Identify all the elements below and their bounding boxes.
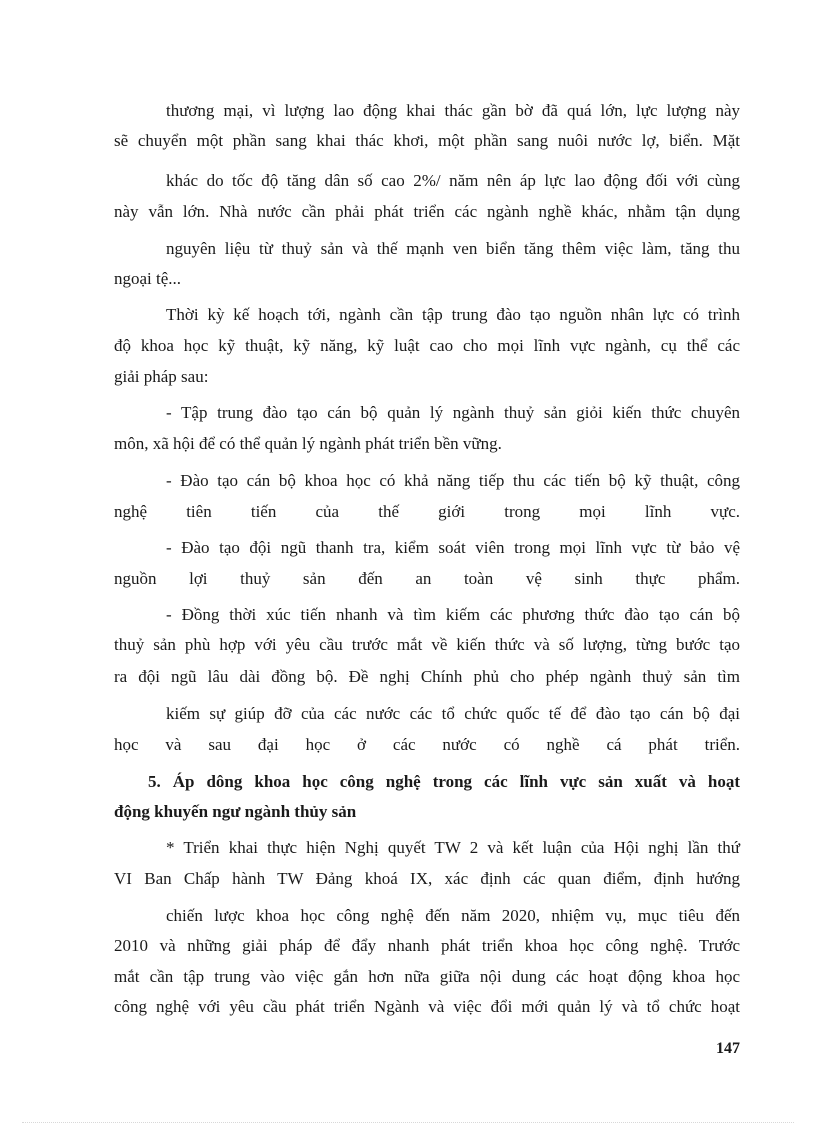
text-line-18: ra đội ngũ lâu dài đồng bộ. Đề nghị Chính phủ cho phép ngành thuỷ sản tìm [114,667,740,686]
text-line-20: học và sau đại học ở các nước có nghề cá phát triển. [114,735,740,754]
section-heading-line-1: 5. Áp dông khoa học công nghệ trong các lĩnh vực sản xuất và hoạt [148,772,740,791]
text-line-28: công nghệ với yêu cầu phát triển Ngành và việc đổi mới quản lý và tổ chức hoạt [114,997,740,1016]
text-line-3: khác do tốc độ tăng dân số cao 2%/ năm nên áp lực lao động đối với cùng [166,171,740,190]
text-line-5: nguyên liệu từ thuỷ sản và thế mạnh ven biển tăng thêm việc làm, tăng thu [166,239,740,258]
text-line-14: - Đào tạo đội ngũ thanh tra, kiểm soát viên trong mọi lĩnh vực từ bảo vệ [166,538,740,557]
text-line-1: thương mại, vì lượng lao động khai thác gần bờ đã quá lớn, lực lượng này [166,101,740,120]
text-line-15: nguồn lợi thuỷ sản đến an toàn vệ sinh thực phẩm. [114,569,740,588]
text-line-12: - Đào tạo cán bộ khoa học có khả năng tiếp thu các tiến bộ kỹ thuật, công [166,471,740,490]
page-number: 147 [716,1040,740,1057]
text-line-7: Thời kỳ kế hoạch tới, ngành cần tập trung đào tạo nguồn nhân lực có trình [166,305,740,324]
text-line-9: giải pháp sau: [114,367,209,386]
text-line-2: sẽ chuyển một phần sang khai thác khơi, một phần sang nuôi nước lợ, biển. Mặt [114,131,740,150]
text-line-16: - Đồng thời xúc tiến nhanh và tìm kiếm các phương thức đào tạo cán bộ [166,605,740,624]
text-line-10: - Tập trung đào tạo cán bộ quản lý ngành thuỷ sản giỏi kiến thức chuyên [166,403,740,422]
text-line-6: ngoại tệ... [114,269,182,288]
text-line-25: chiến lược khoa học công nghệ đến năm 2020, nhiệm vụ, mục tiêu đến [166,906,740,925]
text-line-4: này vẫn lớn. Nhà nước cần phải phát triển các ngành nghề khác, nhằm tận dụng [114,202,740,221]
section-heading-line-2: động khuyến ngư ngành thủy sản [114,802,357,821]
text-line-26: 2010 và những giải pháp để đẩy nhanh phát triển khoa học công nghệ. Trước [114,936,740,955]
text-line-11: môn, xã hội để có thể quản lý ngành phát triển bền vững. [114,434,502,453]
text-line-13: nghệ tiên tiến của thế giới trong mọi lĩnh vực. [114,502,740,521]
text-line-24: VI Ban Chấp hành TW Đảng khoá IX, xác định các quan điểm, định hướng [114,869,740,888]
text-line-27: mắt cần tập trung vào việc gắn hơn nữa giữa nội dung các hoạt động khoa học [114,967,740,986]
text-line-19: kiếm sự giúp đỡ của các nước các tổ chức quốc tế để đào tạo cán bộ đại [166,704,740,723]
text-line-8: độ khoa học kỹ thuật, kỹ năng, kỹ luật cao cho mọi lĩnh vực ngành, cụ thể các [114,336,740,355]
text-line-23: * Triển khai thực hiện Nghị quyết TW 2 và kết luận của Hội nghị lần thứ [166,838,740,857]
text-line-17: thuỷ sản phù hợp với yêu cầu trước mắt về kiến thức và số lượng, từng bước tạo [114,635,740,654]
